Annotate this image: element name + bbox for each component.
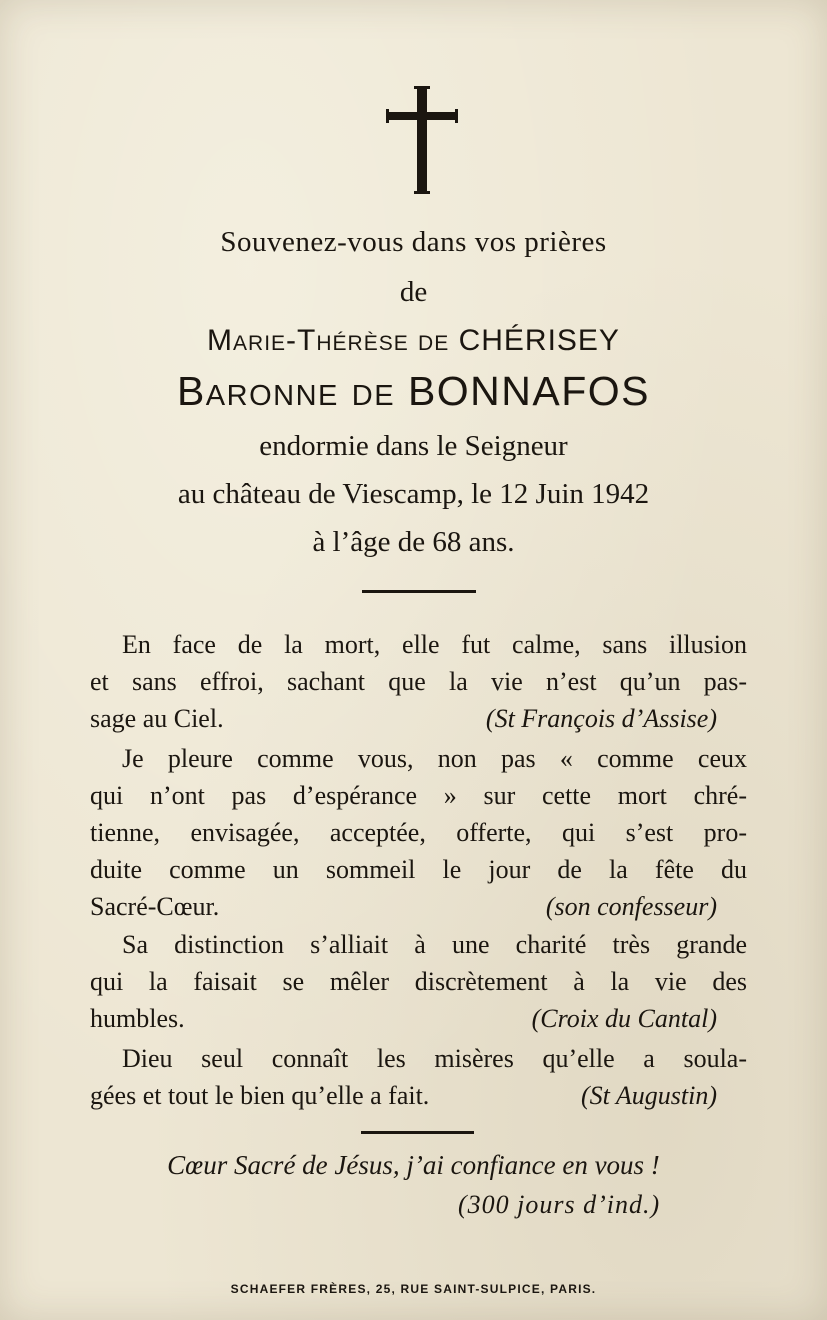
quote-last-line	[90, 1000, 747, 1037]
quote-attribution: (St Augustin)	[580, 1081, 717, 1110]
of-line: de	[399, 276, 428, 308]
divider-bottom	[361, 1131, 474, 1134]
place-date-line: au château de Viescamp, le 12 Juin 1942	[177, 478, 650, 510]
indulgence-note: (300 jours d’ind.)	[458, 1190, 661, 1219]
divider-top	[362, 590, 476, 593]
remember-line: Souvenez-vous dans vos prières	[220, 226, 607, 258]
quote-attribution: (St François d’Assise)	[485, 704, 717, 733]
printer-credit: SCHAEFER FRÈRES, 25, RUE SAINT-SULPICE, PARIS.	[230, 1282, 597, 1296]
quote-line-end: humbles.	[90, 1004, 185, 1033]
quote-line: Sa distinction s’alliait à une charité très grande	[122, 930, 747, 959]
quote-paragraph-4	[90, 1040, 747, 1114]
quote-paragraph-1	[90, 626, 747, 737]
quote-last-line	[90, 700, 747, 737]
quote-line: qui n’ont pas d’espérance » sur cette mort chré-	[90, 781, 747, 810]
quote-line: Je pleure comme vous, non pas « comme ceux	[122, 744, 747, 773]
quote-last-line	[90, 888, 747, 925]
quote-line: et sans effroi, sachant que la vie n’est qu’un pas-	[90, 667, 747, 696]
asleep-line: endormie dans le Seigneur	[259, 430, 568, 462]
quote-line: Dieu seul connaît les misères qu’elle a soula-	[122, 1044, 747, 1073]
quote-paragraph-3	[90, 926, 747, 1037]
quote-attribution: (son confesseur)	[545, 892, 717, 921]
quote-last-line	[90, 1077, 747, 1114]
quote-line-end: sage au Ciel.	[90, 704, 224, 733]
quote-line-end: Sacré-Cœur.	[90, 892, 220, 921]
cross-icon	[386, 86, 458, 194]
quote-line: qui la faisait se mêler discrètement à la vie des	[90, 967, 747, 996]
quote-line: tienne, envisagée, acceptée, offerte, qui s’est pro-	[90, 818, 747, 847]
deceased-name: Marie-Thérèse de CHÉRISEY	[207, 324, 620, 357]
deceased-title: Baronne de BONNAFOS	[176, 368, 651, 414]
quote-line-end: gées et tout le bien qu’elle a fait.	[90, 1081, 430, 1110]
quote-attribution: (Croix du Cantal)	[531, 1004, 717, 1033]
quote-line: En face de la mort, elle fut calme, sans illusion	[122, 630, 747, 659]
age-line: à l’âge de 68 ans.	[312, 526, 515, 558]
quote-line: duite comme un sommeil le jour de la fête du	[90, 855, 747, 884]
quote-paragraph-2	[90, 740, 747, 925]
prayer-line: Cœur Sacré de Jésus, j’ai confiance en vous !	[167, 1150, 660, 1180]
